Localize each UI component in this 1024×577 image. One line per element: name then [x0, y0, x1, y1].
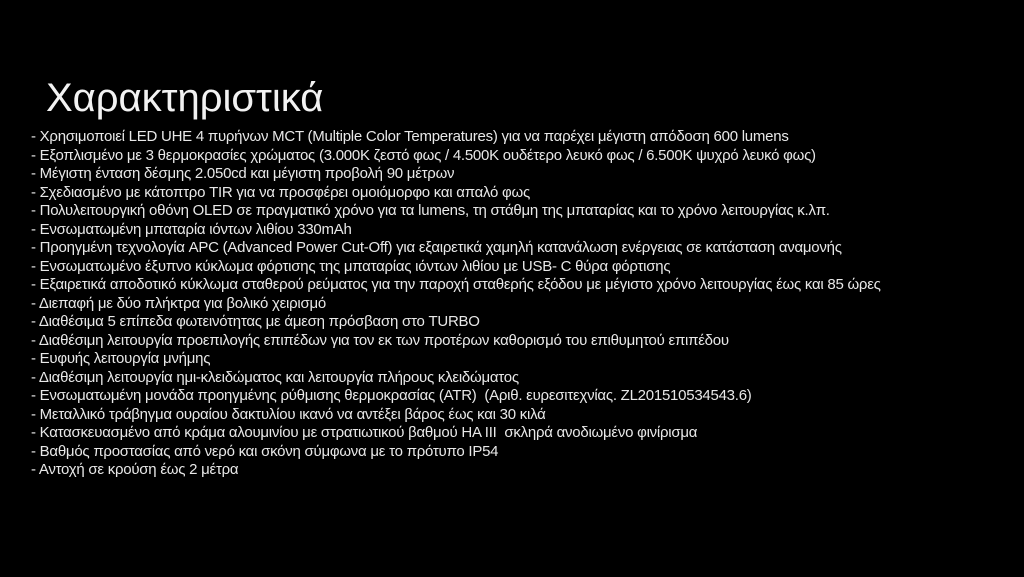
feature-item: - Ευφυής λειτουργία μνήμης [31, 350, 211, 367]
feature-item: - Μεταλλικό τράβηγμα ουραίου δακτυλίου ικανό να αντέξει βάρος έως και 30 κιλά [31, 405, 546, 423]
feature-item: - Χρησιμοποιεί LED UHE 4 πυρήνων MCT (Multiple Color Temperatures) για να παρέχει μέγιστη απόδοση 600 lumens [31, 128, 789, 145]
feature-item: - Πολυλειτουργική οθόνη OLED σε πραγματικό χρόνο για τα lumens, τη στάθμη της μπαταρίας και το χρόνο λειτουργίας κ.λπ. [31, 202, 830, 219]
feature-item: - Εξαιρετικά αποδοτικό κύκλωμα σταθερού ρεύματος για την παροχή σταθερής εξόδου με μέγιστο χρόνο λειτουργίας έως και 85 ώρες [31, 276, 881, 293]
feature-item: - Ενσωματωμένη μπαταρία ιόντων λιθίου 330mAh [31, 220, 352, 238]
page-title: Χαρακτηριστικά [46, 76, 324, 120]
feature-item: - Διεπαφή με δύο πλήκτρα για βολικό χειρισμό [31, 294, 326, 312]
feature-list [31, 128, 1011, 480]
feature-item: - Διαθέσιμη λειτουργία ημι-κλειδώματος και λειτουργία πλήρους κλειδώματος [31, 368, 519, 386]
feature-item: - Μέγιστη ένταση δέσμης 2.050cd και μέγιστη προβολή 90 μέτρων [31, 165, 455, 182]
feature-item: - Σχεδιασμένο με κάτοπτρο TIR για να προσφέρει ομοιόμορφο και απαλό φως [31, 183, 530, 201]
feature-item: - Διαθέσιμα 5 επίπεδα φωτεινότητας με άμεση πρόσβαση στο TURBO [31, 313, 480, 330]
feature-item: - Βαθμός προστασίας από νερό και σκόνη σύμφωνα με το πρότυπο IP54 [31, 442, 499, 460]
feature-item: - Αντοχή σε κρούση έως 2 μέτρα [31, 461, 239, 478]
feature-item: - Προηγμένη τεχνολογία APC (Advanced Power Cut-Off) για εξαιρετικά χαμηλή κατανάλωση ενέργειας σε κατάσταση αναμονής [31, 239, 842, 256]
feature-item: - Εξοπλισμένο με 3 θερμοκρασίες χρώματος (3.000K ζεστό φως / 4.500K ουδέτερο λευκό φως / 6.500K ψυχρό λευκό φως) [31, 146, 816, 164]
feature-item: - Ενσωματωμένο έξυπνο κύκλωμα φόρτισης της μπαταρίας ιόντων λιθίου με USB- C θύρα φόρτισης [31, 257, 671, 275]
feature-item: - Διαθέσιμη λειτουργία προεπιλογής επιπέδων για τον εκ των προτέρων καθορισμό του επιθυμητού επιπέδου [31, 331, 729, 349]
feature-item: - Κατασκευασμένο από κράμα αλουμινίου με στρατιωτικού βαθμού HA III σκληρά ανοδιωμένο φινίρισμα [31, 424, 698, 441]
feature-item: - Ενσωματωμένη μονάδα προηγμένης ρύθμισης θερμοκρασίας (ATR) (Αριθ. ευρεσιτεχνίας. ZL201510534543.6) [31, 387, 752, 404]
